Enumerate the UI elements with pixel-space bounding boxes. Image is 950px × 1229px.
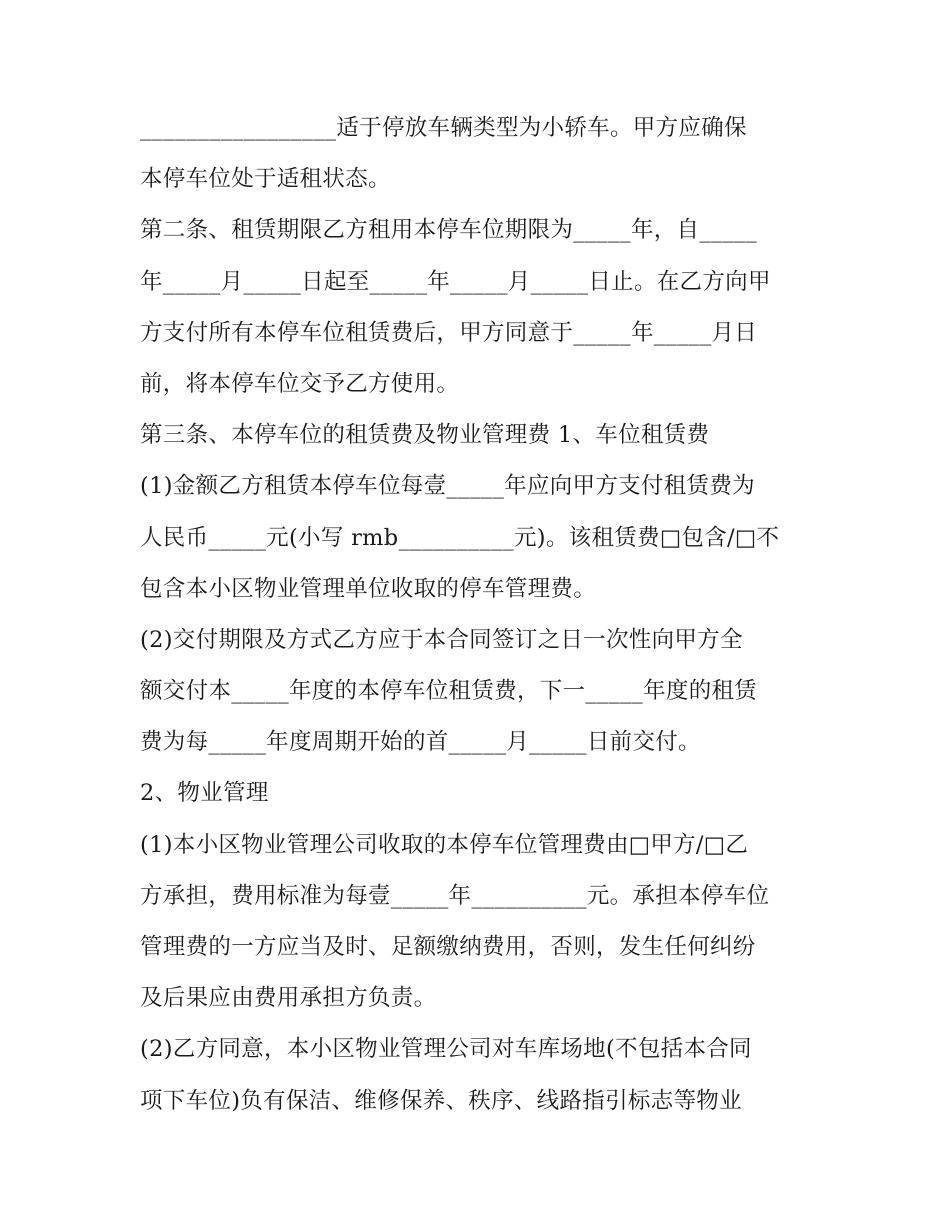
text-line: 第二条、租赁期限乙方租用本停车位期限为_____年，自_____	[140, 217, 758, 244]
text-line: _________________适于停放车辆类型为小轿车。甲方应确保	[140, 115, 747, 141]
text-line: (2)乙方同意，本小区物业管理公司对车库场地(不包括本合同	[140, 1036, 752, 1063]
text-line: 包含本小区物业管理单位收取的停车管理费。	[140, 575, 597, 602]
text-line: 人民币_____元(小写 rmb__________元)。该租赁费□包含/□不	[140, 524, 780, 551]
text-line: 方支付所有本停车位租赁费后，甲方同意于_____年_____月日	[140, 319, 758, 346]
text-line: 本停车位处于适租状态。	[140, 166, 391, 193]
text-line: (1)本小区物业管理公司收取的本停车位管理费由□甲方/□乙	[140, 831, 749, 858]
text-line: 年_____月_____日起至_____年_____月_____日止。在乙方向甲	[140, 268, 771, 295]
text-line: 2、物业管理	[140, 780, 269, 807]
text-line: 方承担，费用标准为每壹_____年__________元。承担本停车位	[140, 882, 770, 909]
text-line: 项下车位)负有保洁、维修保养、秩序、线路指引标志等物业	[140, 1087, 742, 1114]
text-line: 额交付本_____年度的本停车位租赁费，下一_____年度的租赁	[140, 678, 758, 705]
text-line: 及后果应由费用承担方负责。	[140, 985, 437, 1012]
text-line: 第三条、本停车位的租赁费及物业管理费 1、车位租赁费	[140, 422, 710, 449]
text-line: (2)交付期限及方式乙方应于本合同签订之日一次性向甲方全	[140, 626, 743, 653]
text-line: 费为每_____年度周期开始的首_____月_____日前交付。	[140, 729, 701, 756]
document-body	[140, 103, 840, 1127]
text-line: 管理费的一方应当及时、足额缴纳费用，否则，发生任何纠纷	[140, 934, 756, 960]
text-line: (1)金额乙方租赁本停车位每壹_____年应向甲方支付租赁费为	[140, 473, 755, 500]
text-line: 前，将本停车位交予乙方使用。	[140, 370, 460, 397]
